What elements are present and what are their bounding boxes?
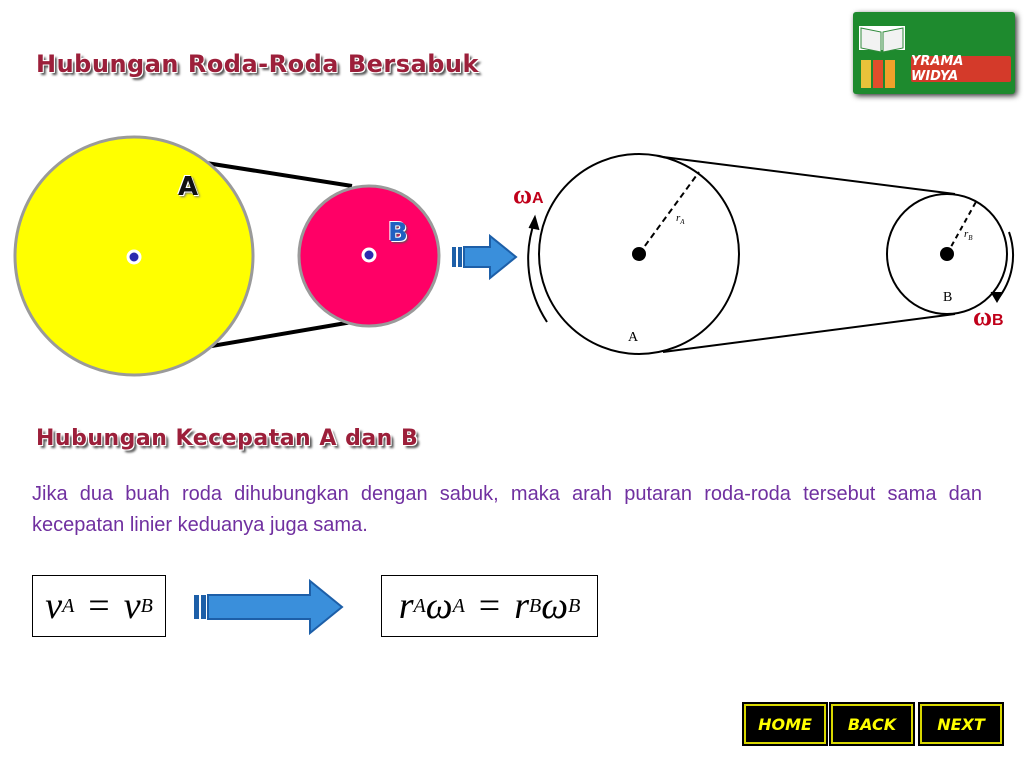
home-button[interactable]: HOME	[744, 704, 826, 744]
wheel-a-center	[128, 251, 140, 263]
wheel-a-outline-label: A	[628, 330, 639, 345]
logo-text: YRAMA WIDYA	[911, 54, 964, 84]
publisher-logo	[853, 12, 1015, 94]
belt-line-diagram	[515, 150, 1024, 365]
radius-b-label: $r_B$	[964, 228, 973, 243]
section-title: Hubungan Kecepatan A dan B	[36, 426, 419, 451]
equation-angular-velocity: r A ω A = r B ω B	[381, 575, 598, 637]
wheel-b-outline-label: B	[943, 290, 953, 305]
arrow-right-icon	[452, 236, 516, 278]
colored-belt-diagram	[0, 120, 520, 390]
back-button[interactable]: BACK	[831, 704, 913, 744]
wheel-a-label: A	[178, 172, 199, 202]
next-button[interactable]: NEXT	[920, 704, 1002, 744]
arrow-right-icon	[192, 578, 347, 636]
radius-a-label: $r_A$	[676, 212, 685, 227]
omega-b-label: ωB	[973, 302, 1004, 331]
page-title: Hubungan Roda-Roda Bersabuk	[36, 50, 479, 78]
rotation-arrow-b-icon	[991, 292, 1003, 302]
description-text: Jika dua buah roda dihubungkan dengan sabuk, maka arah putaran roda-roda tersebut sama dan kecepatan linier keduanya juga sama.	[32, 483, 982, 536]
omega-a-label: ωA	[513, 180, 544, 209]
wheel-b-label: B	[388, 218, 409, 248]
rotation-arrow-a-icon	[529, 216, 539, 230]
equation-linear-velocity: v A = v B	[32, 575, 166, 637]
wheel-b-center	[363, 249, 375, 261]
